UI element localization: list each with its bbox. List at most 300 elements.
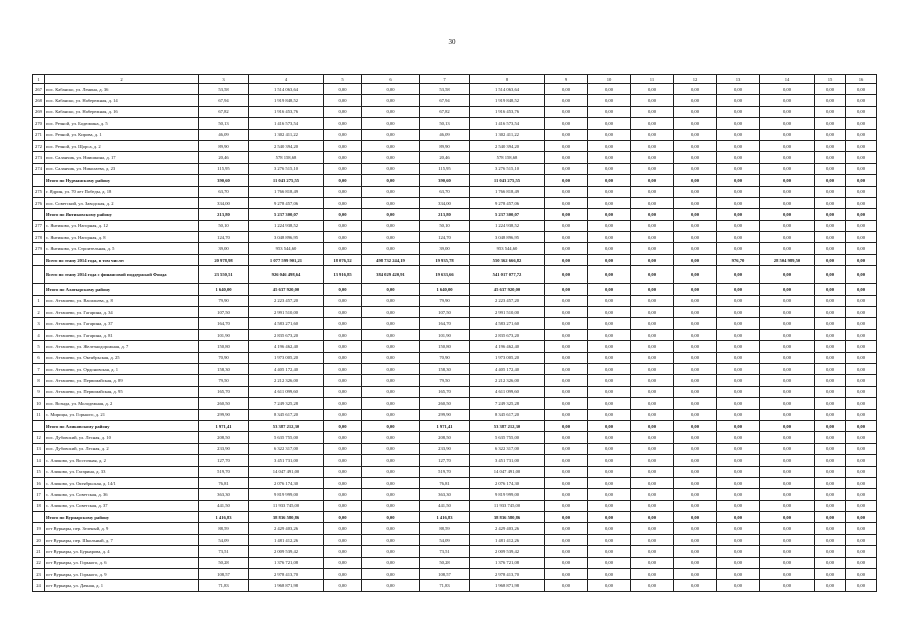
row-number-cell: 276: [33, 197, 45, 208]
value-cell: 0,00: [631, 284, 674, 295]
value-cell: 0,00: [760, 163, 815, 174]
value-cell: 0,00: [846, 546, 877, 557]
value-cell: 208,50: [420, 432, 470, 443]
value-cell: 334,00: [420, 197, 470, 208]
value-cell: 0,00: [545, 386, 588, 397]
value-cell: 0,00: [846, 352, 877, 363]
value-cell: 0,00: [815, 489, 846, 500]
value-cell: 0,00: [362, 284, 420, 295]
value-cell: 213,80: [199, 209, 249, 220]
value-cell: 0,00: [674, 284, 717, 295]
value-cell: 101,90: [199, 329, 249, 340]
value-cell: 0,00: [846, 489, 877, 500]
value-cell: 0,00: [362, 546, 420, 557]
value-cell: 0,00: [717, 220, 760, 231]
address-cell: с. Аликово, ул. Восточная, д. 2: [45, 455, 199, 466]
value-cell: 46,09: [199, 129, 249, 140]
value-cell: 0,00: [362, 500, 420, 511]
value-cell: 0,00: [545, 209, 588, 220]
value-cell: 0,00: [717, 409, 760, 420]
value-cell: 0,00: [631, 500, 674, 511]
value-cell: 0,00: [717, 386, 760, 397]
value-cell: 0,00: [815, 95, 846, 106]
value-cell: 0,00: [760, 307, 815, 318]
value-cell: 519,70: [420, 466, 470, 477]
address-cell: пгт Вурнары, пер. Зеленый, д. 9: [45, 523, 199, 534]
value-cell: 0,00: [631, 186, 674, 197]
value-cell: 0,00: [674, 220, 717, 231]
value-cell: 0,00: [324, 129, 362, 140]
value-cell: 1 302 411,22: [249, 129, 324, 140]
value-cell: 1 224 938,52: [470, 220, 545, 231]
value-cell: 0,00: [760, 129, 815, 140]
value-cell: 0,00: [674, 209, 717, 220]
address-cell: пос. Вознда, ул. Молодежная, д. 2: [45, 398, 199, 409]
value-cell: 0,00: [674, 455, 717, 466]
value-cell: 0,00: [324, 118, 362, 129]
value-cell: 50,13: [420, 118, 470, 129]
value-cell: 0,00: [760, 363, 815, 374]
value-cell: 2 076 174,30: [249, 477, 324, 488]
value-cell: 0,00: [815, 546, 846, 557]
value-cell: 384 029 420,91: [362, 266, 420, 284]
value-cell: 334,00: [199, 197, 249, 208]
value-cell: 0,00: [815, 512, 846, 523]
value-cell: 0,00: [846, 209, 877, 220]
value-cell: 0,00: [815, 118, 846, 129]
value-cell: 1 416 573,54: [249, 118, 324, 129]
value-cell: 0,00: [674, 534, 717, 545]
value-cell: 1 302 411,22: [470, 129, 545, 140]
value-cell: 0,00: [760, 443, 815, 454]
address-cell: пгт Вурнары, ул. Горького, д. 9: [45, 569, 199, 580]
value-cell: 0,00: [815, 284, 846, 295]
value-cell: 0,00: [674, 489, 717, 500]
value-cell: 0,00: [760, 341, 815, 352]
value-cell: 0,00: [674, 420, 717, 431]
row-number-cell: 271: [33, 129, 45, 140]
value-cell: 0,00: [846, 341, 877, 352]
value-cell: 0,00: [545, 477, 588, 488]
value-cell: 79,90: [420, 295, 470, 306]
row-number-cell: 10: [33, 398, 45, 409]
value-cell: 45 637 920,00: [470, 284, 545, 295]
address-cell: с. Янтиково, ул. Нагорная, д. 8: [45, 232, 199, 243]
value-cell: 0,00: [324, 220, 362, 231]
value-cell: 1 224 938,52: [249, 220, 324, 231]
value-cell: 0,00: [717, 466, 760, 477]
value-cell: 0,00: [760, 420, 815, 431]
value-cell: 0,00: [815, 363, 846, 374]
value-cell: 0,00: [545, 398, 588, 409]
value-cell: 926 046 498,64: [249, 266, 324, 284]
row-number-cell: 19: [33, 523, 45, 534]
value-cell: 2 835 673,20: [470, 329, 545, 340]
value-cell: 20,46: [420, 152, 470, 163]
value-cell: 1 376 721,08: [470, 557, 545, 568]
value-cell: 0,00: [674, 523, 717, 534]
value-cell: 0,00: [545, 432, 588, 443]
value-cell: 0,00: [545, 152, 588, 163]
value-cell: 0,00: [717, 152, 760, 163]
value-cell: 0,00: [815, 295, 846, 306]
value-cell: 0,00: [760, 186, 815, 197]
value-cell: 0,00: [362, 523, 420, 534]
address-cell: пос. Кабанско, ул. Ленина, д. 36: [45, 84, 199, 95]
table-row: [33, 140, 877, 151]
value-cell: 50,28: [199, 557, 249, 568]
value-cell: 0,00: [631, 84, 674, 95]
value-cell: 63,70: [420, 186, 470, 197]
value-cell: 67,94: [199, 95, 249, 106]
address-cell: пос. Саланчик, ул. Николаева, д. 23: [45, 163, 199, 174]
value-cell: 88,59: [420, 523, 470, 534]
value-cell: 299,90: [199, 409, 249, 420]
value-cell: 5 237 300,07: [470, 209, 545, 220]
subtotal-row: [33, 175, 877, 186]
value-cell: 1 916 453,76: [249, 106, 324, 117]
value-cell: 1 514 063,64: [470, 84, 545, 95]
value-cell: 0,00: [846, 432, 877, 443]
value-cell: 0,00: [846, 580, 877, 591]
value-cell: 0,00: [545, 129, 588, 140]
value-cell: 0,00: [760, 580, 815, 591]
row-number-cell: 269: [33, 106, 45, 117]
value-cell: 0,00: [815, 432, 846, 443]
value-cell: 0,00: [588, 197, 631, 208]
table-row: [33, 466, 877, 477]
value-cell: 3 276 515,10: [249, 163, 324, 174]
value-cell: 0,00: [674, 129, 717, 140]
address-cell: с. Аликово, ул. Советская, д. 36: [45, 489, 199, 500]
value-cell: 0,00: [631, 580, 674, 591]
value-cell: 0,00: [324, 409, 362, 420]
value-cell: 0,00: [362, 175, 420, 186]
value-cell: 0,00: [324, 534, 362, 545]
value-cell: 0,00: [846, 500, 877, 511]
value-cell: 70,90: [199, 352, 249, 363]
row-number-cell: 21: [33, 546, 45, 557]
value-cell: 0,00: [324, 455, 362, 466]
table-row: [33, 569, 877, 580]
value-cell: 4 611 099,60: [470, 386, 545, 397]
table-row: [33, 106, 877, 117]
value-cell: 0,00: [631, 106, 674, 117]
row-number-cell: [33, 266, 45, 284]
value-cell: 0,00: [815, 106, 846, 117]
value-cell: 0,00: [846, 84, 877, 95]
value-cell: 0,00: [324, 523, 362, 534]
value-cell: 0,00: [362, 220, 420, 231]
row-number-cell: 13: [33, 443, 45, 454]
row-number-cell: 5: [33, 341, 45, 352]
address-cell: с. Янтиково, ул. Строительная, д. 5: [45, 243, 199, 254]
value-cell: 0,00: [674, 477, 717, 488]
table-row: [33, 580, 877, 591]
value-cell: 0,00: [674, 466, 717, 477]
value-cell: 976,70: [717, 254, 760, 265]
value-cell: 0,00: [674, 95, 717, 106]
value-cell: 550 362 666,82: [470, 254, 545, 265]
value-cell: 0,00: [545, 569, 588, 580]
value-cell: 390,60: [199, 175, 249, 186]
value-cell: 107,50: [199, 307, 249, 318]
table-row: [33, 500, 877, 511]
value-cell: 0,00: [362, 243, 420, 254]
value-cell: 0,00: [588, 129, 631, 140]
value-cell: 0,00: [674, 375, 717, 386]
value-cell: 0,00: [674, 352, 717, 363]
column-number-header: 9: [545, 75, 588, 84]
column-number-header: 16: [846, 75, 877, 84]
value-cell: 2 540 394,20: [249, 140, 324, 151]
value-cell: 1 766 818,49: [249, 186, 324, 197]
value-cell: 0,00: [760, 398, 815, 409]
value-cell: 158,30: [199, 363, 249, 374]
value-cell: 1 416 573,54: [470, 118, 545, 129]
value-cell: 0,00: [362, 152, 420, 163]
value-cell: 0,00: [588, 466, 631, 477]
value-cell: 0,00: [545, 489, 588, 500]
value-cell: 28 504 989,50: [760, 254, 815, 265]
value-cell: 50,10: [199, 220, 249, 231]
value-cell: 0,00: [631, 318, 674, 329]
value-cell: 0,00: [760, 455, 815, 466]
value-cell: 89,90: [420, 140, 470, 151]
value-cell: 0,00: [631, 409, 674, 420]
value-cell: 0,00: [324, 209, 362, 220]
value-cell: 0,00: [631, 129, 674, 140]
value-cell: 0,00: [588, 500, 631, 511]
table-row: [33, 307, 877, 318]
row-number-cell: 1: [33, 295, 45, 306]
value-cell: 0,00: [674, 186, 717, 197]
address-cell: Всего по этапу 2014 года, в том числе:: [45, 254, 199, 265]
value-cell: 0,00: [631, 432, 674, 443]
table-row: [33, 398, 877, 409]
value-cell: 0,00: [717, 329, 760, 340]
value-cell: 0,00: [545, 84, 588, 95]
value-cell: 0,00: [545, 455, 588, 466]
row-number-cell: [33, 420, 45, 431]
value-cell: 0,00: [545, 409, 588, 420]
value-cell: 0,00: [674, 163, 717, 174]
value-cell: 0,00: [674, 232, 717, 243]
value-cell: 3 451 731,00: [470, 455, 545, 466]
value-cell: 107,50: [420, 307, 470, 318]
value-cell: 1 640,00: [199, 284, 249, 295]
value-cell: 0,00: [588, 95, 631, 106]
address-cell: пос. Речной, ул. Кирова, д. 1: [45, 129, 199, 140]
value-cell: 2 540 394,20: [470, 140, 545, 151]
value-cell: 0,00: [760, 266, 815, 284]
value-cell: 213,80: [420, 209, 470, 220]
value-cell: 3 048 896,95: [470, 232, 545, 243]
value-cell: 0,00: [846, 175, 877, 186]
value-cell: 0,00: [545, 186, 588, 197]
value-cell: 0,00: [588, 352, 631, 363]
value-cell: 11 043 275,55: [470, 175, 545, 186]
value-cell: 390,60: [420, 175, 470, 186]
value-cell: 0,00: [324, 443, 362, 454]
value-cell: 1 766 818,49: [470, 186, 545, 197]
address-cell: с. Аликово, ул. Советская, д. 37: [45, 500, 199, 511]
address-cell: Итого по Нурманскому району: [45, 175, 199, 186]
value-cell: 0,00: [717, 295, 760, 306]
value-cell: 0,00: [545, 443, 588, 454]
row-number-cell: 278: [33, 232, 45, 243]
row-number-cell: 17: [33, 489, 45, 500]
value-cell: 0,00: [324, 569, 362, 580]
value-cell: 0,00: [631, 175, 674, 186]
value-cell: 4 196 462,40: [470, 341, 545, 352]
value-cell: 127,70: [420, 455, 470, 466]
value-cell: 0,00: [545, 318, 588, 329]
value-cell: 76,81: [199, 477, 249, 488]
value-cell: 578 158,68: [470, 152, 545, 163]
value-cell: 0,00: [717, 398, 760, 409]
address-cell: пос. Дубовский, ул. Лесная, д. 10: [45, 432, 199, 443]
value-cell: 89,90: [199, 140, 249, 151]
value-cell: 578 158,68: [249, 152, 324, 163]
value-cell: 0,00: [717, 95, 760, 106]
value-cell: 0,00: [760, 140, 815, 151]
column-number-header: 8: [470, 75, 545, 84]
table-row: [33, 443, 877, 454]
row-number-cell: 24: [33, 580, 45, 591]
value-cell: 0,00: [674, 569, 717, 580]
value-cell: 2 076 174,30: [470, 477, 545, 488]
value-cell: 127,70: [199, 455, 249, 466]
value-cell: 0,00: [846, 329, 877, 340]
value-cell: 2 212 326,00: [249, 375, 324, 386]
row-number-cell: 12: [33, 432, 45, 443]
value-cell: 0,00: [674, 118, 717, 129]
value-cell: 0,00: [717, 432, 760, 443]
value-cell: 1 968 871,98: [249, 580, 324, 591]
value-cell: 0,00: [362, 295, 420, 306]
table-row: [33, 118, 877, 129]
value-cell: 0,00: [631, 398, 674, 409]
value-cell: 79,50: [199, 375, 249, 386]
value-cell: 0,00: [717, 375, 760, 386]
value-cell: 54,09: [420, 534, 470, 545]
value-cell: 0,00: [545, 197, 588, 208]
row-number-cell: 7: [33, 363, 45, 374]
value-cell: 0,00: [674, 512, 717, 523]
value-cell: 8 345 617,20: [470, 409, 545, 420]
address-cell: Итого по Вурнарскому району: [45, 512, 199, 523]
value-cell: 0,00: [588, 569, 631, 580]
value-cell: 0,00: [760, 386, 815, 397]
value-cell: 13 916,85: [324, 266, 362, 284]
value-cell: 0,00: [362, 209, 420, 220]
address-cell: пос. Советский, ул. Заводская, д. 2: [45, 197, 199, 208]
value-cell: 0,00: [324, 477, 362, 488]
value-cell: 0,00: [631, 341, 674, 352]
value-cell: 0,00: [846, 186, 877, 197]
value-cell: 0,00: [362, 512, 420, 523]
value-cell: 0,00: [588, 186, 631, 197]
value-cell: 5 237 300,07: [249, 209, 324, 220]
value-cell: 0,00: [674, 307, 717, 318]
value-cell: 108,57: [199, 569, 249, 580]
value-cell: 2 009 539,42: [470, 546, 545, 557]
value-cell: 0,00: [846, 386, 877, 397]
row-number-cell: 16: [33, 477, 45, 488]
value-cell: 71,83: [420, 580, 470, 591]
value-cell: 0,00: [846, 523, 877, 534]
value-cell: 108,57: [420, 569, 470, 580]
row-number-cell: 2: [33, 307, 45, 318]
row-number-cell: 14: [33, 455, 45, 466]
value-cell: 1 481 412,26: [249, 534, 324, 545]
address-cell: Итого по Аликовскому району: [45, 420, 199, 431]
address-cell: пос. Атташево, ул. Октябрьская, д. 25: [45, 352, 199, 363]
value-cell: 0,00: [846, 197, 877, 208]
value-cell: 0,00: [588, 254, 631, 265]
row-number-cell: 20: [33, 534, 45, 545]
value-cell: 0,00: [324, 284, 362, 295]
value-cell: 0,00: [674, 409, 717, 420]
value-cell: 158,30: [420, 363, 470, 374]
value-cell: 0,00: [760, 352, 815, 363]
value-cell: 0,00: [545, 341, 588, 352]
value-cell: 0,00: [631, 466, 674, 477]
value-cell: 0,00: [815, 500, 846, 511]
column-number-header: 15: [815, 75, 846, 84]
value-cell: 0,00: [760, 432, 815, 443]
value-cell: 0,00: [588, 432, 631, 443]
value-cell: 71,83: [199, 580, 249, 591]
row-number-cell: 9: [33, 386, 45, 397]
value-cell: 0,00: [846, 307, 877, 318]
address-cell: с. Мирицы, ул. Горького, д. 21: [45, 409, 199, 420]
row-number-cell: 8: [33, 375, 45, 386]
capital-repair-register-table: [32, 74, 877, 592]
value-cell: 0,00: [324, 243, 362, 254]
value-cell: 0,00: [324, 489, 362, 500]
value-cell: 0,00: [846, 363, 877, 374]
address-cell: пос. Атташево, ул. Васильева, д. 8: [45, 295, 199, 306]
value-cell: 0,00: [631, 163, 674, 174]
value-cell: 0,00: [760, 209, 815, 220]
value-cell: 38 836 580,86: [249, 512, 324, 523]
value-cell: 0,00: [846, 254, 877, 265]
value-cell: 0,00: [815, 84, 846, 95]
table-row: [33, 375, 877, 386]
value-cell: 4 196 462,40: [249, 341, 324, 352]
row-number-cell: 22: [33, 557, 45, 568]
value-cell: 20 978,98: [199, 254, 249, 265]
value-cell: 2 835 673,20: [249, 329, 324, 340]
value-cell: 0,00: [362, 129, 420, 140]
value-cell: 0,00: [717, 209, 760, 220]
value-cell: 0,00: [674, 557, 717, 568]
value-cell: 0,00: [815, 232, 846, 243]
value-cell: 0,00: [815, 329, 846, 340]
value-cell: 1 916 453,76: [470, 106, 545, 117]
value-cell: 2 009 539,42: [249, 546, 324, 557]
value-cell: 1 919 848,52: [249, 95, 324, 106]
value-cell: 0,00: [588, 398, 631, 409]
value-cell: 0,00: [815, 307, 846, 318]
row-number-cell: 273: [33, 152, 45, 163]
column-number-header: 12: [674, 75, 717, 84]
value-cell: 0,00: [324, 140, 362, 151]
value-cell: 0,00: [717, 523, 760, 534]
value-cell: 2 223 457,20: [249, 295, 324, 306]
